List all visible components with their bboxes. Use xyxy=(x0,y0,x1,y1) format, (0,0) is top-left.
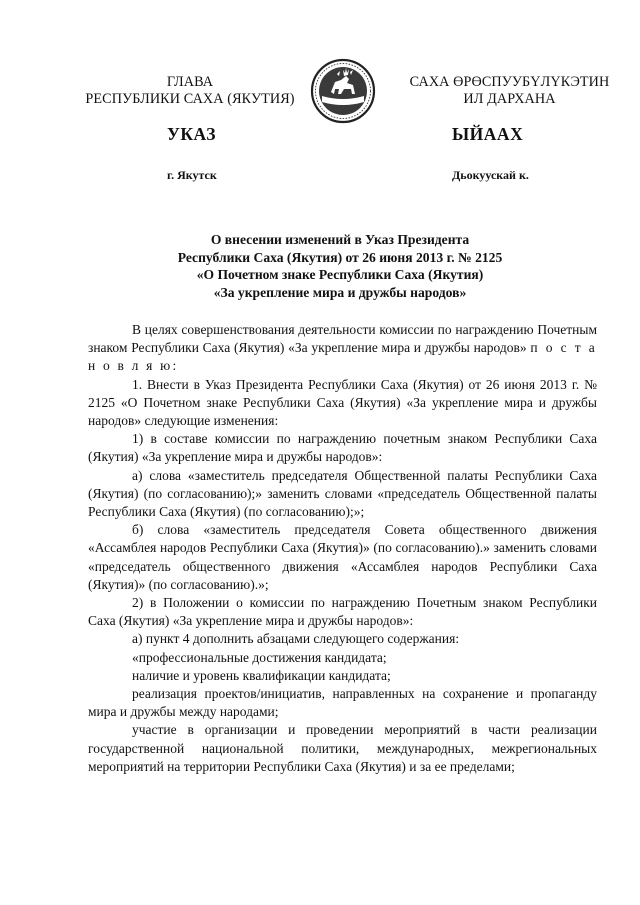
title-line1: О внесении изменений в Указ Президента xyxy=(210,232,470,247)
paragraph-1-1-b: б) слова «заместитель председателя Совета общественного движения «Ассамблея народов Республики Саха (Якутия)» (по согласованию).» заменить словами «председатель общественного движения «Ассамблея народов Республики Саха (Якутия)» (по согласованию).»; xyxy=(88,522,597,592)
coat-of-arms-icon xyxy=(308,58,378,124)
title-line2: Республики Саха (Якутия) от 26 июня 2013 г. № 2125 xyxy=(177,249,503,265)
paragraph-1-2-a: а) пункт 4 дополнить абзацами следующего содержания: xyxy=(132,631,460,647)
city-right: Дьокуускай к. xyxy=(452,168,529,182)
paragraph-preamble xyxy=(88,321,597,376)
document-title xyxy=(100,231,580,301)
header-left-block xyxy=(80,74,300,108)
preamble-text: В целях совершенствования деятельности комиссии по награждению Почетным знаком Республики Саха (Якутия) «За укрепление мира и дружбы народов» xyxy=(88,322,597,356)
paragraph-criterion-4: участие в организации и проведении мероприятий в части реализации государственной национальной политики, международных, межрегиональных мероприятий на территории Республики Саха (Якутия) и за ее пределами; xyxy=(88,722,597,774)
paragraph-criterion-3: реализация проектов/инициатив, направленных на сохранение и пропаганду мира и дружбы между народами; xyxy=(88,686,597,720)
decree-word: п о с т а н о в л я ю: xyxy=(88,340,597,374)
paragraph-criterion-2: наличие и уровень квалификации кандидата; xyxy=(132,667,391,683)
title-line4: «За укрепление мира и дружбы народов» xyxy=(213,284,467,300)
title-line3: «О Почетном знаке Республики Саха (Якутия) xyxy=(196,267,484,282)
header-left-line2: РЕСПУБЛИКИ САХА (ЯКУТИЯ) xyxy=(85,91,295,107)
paragraph-1-2: 2) в Положении о комиссии по награждению Почетным знаком Республики Саха (Якутия) «За укрепление мира и дружбы народов»: xyxy=(88,595,597,629)
header-left-line1: ГЛАВА xyxy=(166,74,214,90)
paragraph-criterion-1: «профессиональные достижения кандидата; xyxy=(132,649,387,665)
document-body xyxy=(88,321,597,776)
header-right-line1: САХА ӨРӨСПУУБҮЛҮКЭТИН xyxy=(409,74,610,90)
doc-type-right: ЫЙААХ xyxy=(452,124,524,144)
header-right-block xyxy=(397,74,622,108)
doc-type-left: УКАЗ xyxy=(167,124,216,144)
paragraph-1-1: 1) в составе комиссии по награждению почетным знаком Республики Саха (Якутия) «За укрепление мира и дружбы народов»: xyxy=(88,431,597,465)
city-left: г. Якутск xyxy=(167,168,217,182)
paragraph-1: 1. Внести в Указ Президента Республики Саха (Якутия) от 26 июня 2013 г. № 2125 «О Почетном знаке Республики Саха (Якутия) «За укрепление мира и дружбы народов» следующие изменения: xyxy=(88,376,597,429)
paragraph-1-1-a: а) слова «заместитель председателя Общественной палаты Республики Саха (Якутия) (по согласованию);» заменить словами «председатель Общественной палаты Республики Саха (Якутия) (по согласованию);»; xyxy=(88,467,597,520)
header-right-line2: ИЛ ДАРХАНА xyxy=(463,91,556,107)
